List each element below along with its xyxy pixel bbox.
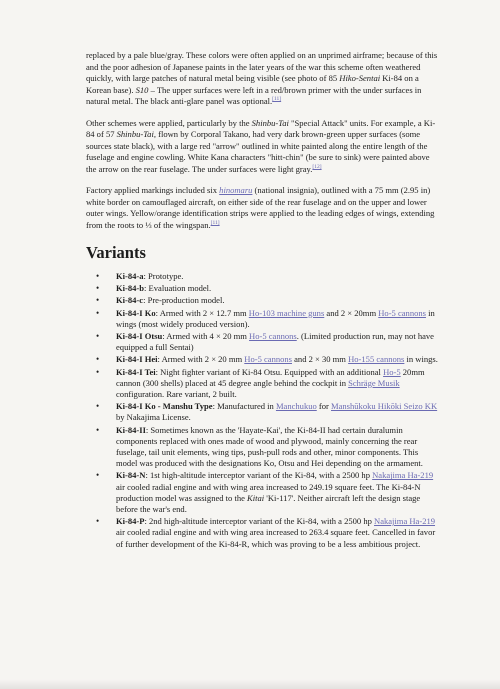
variant-name: Ki-84-c [116, 295, 144, 306]
list-item [86, 470, 440, 515]
text-run: configuration. Rare variant, 2 built. [116, 389, 237, 400]
text-run: : 1st high-altitude interceptor variant of the Ki-84, with a 2500 hp [145, 470, 373, 481]
variant-description: : Pre-production model. [143, 295, 225, 306]
text-run: and 2 × 20mm [324, 307, 379, 318]
variants-list [86, 271, 440, 550]
hinomaru-link[interactable]: hinomaru [219, 185, 253, 195]
text-run: air cooled radial engine and with wing area increased to 263.4 square feet. Cancelled in favor of further development of the Ki-84-R, which was proving to be a less ambitious project. [116, 527, 436, 549]
bullet-icon: • [96, 401, 100, 412]
citation-link[interactable]: [11] [272, 96, 282, 103]
text-run: and 2 × 30 mm [292, 354, 349, 365]
citation-link[interactable]: [12] [312, 163, 322, 170]
bullet-icon: • [96, 424, 100, 435]
bullet-icon: • [96, 295, 100, 306]
text-run: : Armed with 4 × 20 mm [162, 331, 250, 342]
italic-run: Shinbu-Tai [251, 117, 289, 128]
text-run: for [316, 401, 332, 412]
text-run: . (Limited production run, may not have equipped a full Sentai) [116, 331, 434, 353]
text-run: 20mm cannon (300 shells) placed at 45 degree angle behind the cockpit in [116, 366, 425, 388]
list-item [86, 354, 440, 365]
italic-run: S10 [135, 84, 149, 95]
bullet-icon: • [96, 470, 100, 481]
text-run: in wings. [404, 354, 438, 365]
variant-name: Ki-84-a [116, 271, 144, 281]
variant-name: Ki-84-I Ko [116, 307, 156, 318]
manchukuo-link[interactable]: Manchukuo [275, 401, 317, 412]
variant-name: Ki-84-b [116, 283, 145, 294]
variant-description: : Evaluation model. [144, 283, 212, 294]
text-run: : Armed with 2 × 20 mm [157, 354, 245, 365]
list-item [86, 425, 440, 470]
ho-103-link[interactable]: Ho-103 machine guns [248, 307, 325, 318]
bullet-icon: • [96, 283, 100, 294]
text-run: – The upper surfaces were left in a red/brown primer with the under surfaces in natural metal. The black anti-glare panel was optional. [86, 84, 422, 106]
section-heading-variants: Variants [86, 243, 146, 262]
variant-name: Ki-84-I Ko - Manshu Type [116, 401, 213, 412]
variant-name: Ki-84-P [116, 516, 145, 527]
paragraph-special-attack [86, 118, 440, 176]
bullet-icon: • [96, 271, 100, 281]
list-item [86, 516, 440, 550]
bullet-icon: • [96, 307, 100, 318]
bullet-icon: • [96, 516, 100, 527]
ho-5-link[interactable]: Ho-5 cannons [378, 307, 426, 318]
bullet-icon: • [96, 331, 100, 342]
text-run: in wings (most widely produced version). [116, 307, 435, 329]
citation-link[interactable]: [11] [210, 219, 220, 226]
text-run: : Manufactured in [212, 401, 276, 412]
text-run: Other schemes were applied, particularly by the [86, 117, 252, 128]
ha-219-link[interactable]: Nakajima Ha-219 [374, 516, 436, 527]
variant-name: Ki-84-I Otsu [116, 331, 163, 342]
paragraph-camouflage [86, 50, 440, 108]
text-run: 'Ki-117'. Neither aircraft left the design stage before the war's end. [116, 492, 421, 515]
variant-description: : Prototype. [143, 271, 184, 281]
text-run: Factory applied markings included six [86, 185, 220, 195]
list-item [86, 271, 440, 282]
variant-name: Ki-84-I Hei [116, 354, 158, 365]
text-run: air cooled radial engine and with wing area increased to 249.19 square feet. The Ki-84-N production model was assigned to the [116, 481, 421, 503]
text-run: "Special Attack" units. For example, a Ki-84 of 57 [86, 117, 436, 139]
ha-219-link[interactable]: Nakajima Ha-219 [372, 470, 434, 481]
text-run: Ki-84 on a Korean base). [86, 73, 419, 95]
ho-5-link[interactable]: Ho-5 [383, 366, 401, 377]
list-item [86, 283, 440, 294]
schrage-musik-link[interactable]: Schräge Musik [348, 377, 400, 388]
text-run: , flown by Corporal Takano, had very dark brown-green upper surfaces (some sources state black), with a large red "arrow" outlined in white painted along the entire length of the fuselage and engine cowling. White Kana characters "hitt-chin" (be sure to sink) were painted above the arrow on the rear fuselage. The under surfaces were light gray. [86, 129, 430, 174]
ho-5-link[interactable]: Ho-5 cannons [249, 331, 297, 342]
list-item [86, 331, 440, 353]
list-item [86, 295, 440, 306]
list-item [86, 401, 440, 423]
paragraph-markings [86, 185, 440, 231]
text-run: : Night fighter variant of Ki-84 Otsu. Equipped with an additional [155, 366, 384, 377]
italic-run: Shinbu-Tai [116, 129, 154, 139]
variant-name: Ki-84-II [116, 424, 146, 435]
ho-155-link[interactable]: Ho-155 cannons [348, 354, 405, 365]
text-run: by Nakajima License. [116, 412, 191, 423]
text-run: (national insignia), outlined with a 75 mm (2.95 in) white border on camouflaged aircraft, on either side of the rear fuselage and on the upper and lower outer wings. Yellow/orange identification strips were applied to the leading edges of wings, extending from the roots to ⅓ of the wingspan. [86, 185, 435, 230]
variant-name: Ki-84-I Tei [116, 366, 156, 377]
list-item [86, 367, 440, 401]
manshukoku-link[interactable]: Manshūkoku Hikōki Seizo KK [331, 401, 438, 412]
variant-name: Ki-84-N [116, 470, 146, 481]
bullet-icon: • [96, 366, 100, 377]
italic-run: Kitai [247, 492, 265, 503]
text-run: : 2nd high-altitude interceptor variant of the Ki-84, with a 2500 hp [144, 516, 375, 527]
italic-run: Hiko-Sentai [339, 73, 381, 83]
ho-5-link[interactable]: Ho-5 cannons [244, 354, 292, 365]
bullet-icon: • [96, 354, 100, 365]
variant-description: : Sometimes known as the 'Hayate-Kai', the Ki-84-II had certain duralumin components replaced with ones made of wood and plywood, mainly concerning the rear fuselage, tail unit elements, wing tips, push-pull rods and other, minor components. This model was produced with the designations Ko, Otsu and Hei depending on the armament. [116, 424, 423, 469]
page-edge-shadow [0, 679, 500, 689]
text-run: : Armed with 2 × 12.7 mm [155, 307, 249, 318]
text-run: replaced by a pale blue/gray. These colors were often applied on an unprimed airframe; because of this and the poor adhesion of Japanese paints in the later years of the war this scheme often weathered quickly, with large patches of natural metal being visible (see photo of 85 [86, 50, 438, 83]
list-item [86, 308, 440, 330]
